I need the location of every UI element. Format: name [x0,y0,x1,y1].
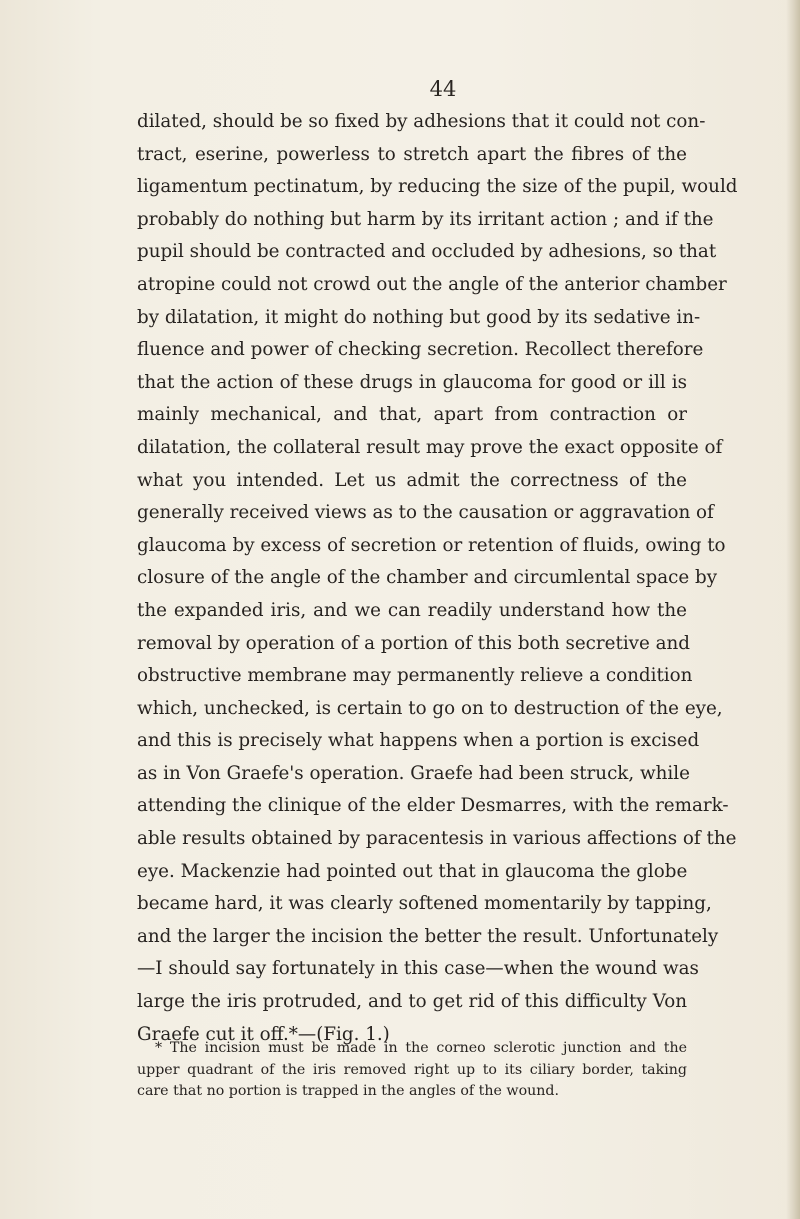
text-line: able results obtained by paracentesis in various affections of the [137,828,737,850]
text-line: attending the clinique of the elder Desmarres, with the remark- [137,795,729,817]
footnote-line: care that no portion is trapped in the angles of the wound. [137,1083,559,1100]
footnote-line: upper quadrant of the iris removed right up to its ciliary border, taking [137,1061,687,1078]
text-line: Graefe cut it off.*—(Fig. 1.) [137,1023,390,1045]
body-text [137,106,738,1051]
text-line: pupil should be contracted and occluded by adhesions, so that [137,241,717,263]
text-line: what you intended. Let us admit the correctness of the [137,469,687,491]
text-line: glaucoma by excess of secretion or retention of fluids, owing to [137,534,726,556]
text-line: which, unchecked, is certain to go on to destruction of the eye, [137,697,723,719]
text-line: that the action of these drugs in glaucoma for good or ill is [137,371,687,393]
text-line: removal by operation of a portion of this both secretive and [137,632,691,654]
text-line: fluence and power of checking secretion. Recollect therefore [137,339,704,361]
text-line: generally received views as to the causation or aggravation of [137,502,714,524]
text-line: became hard, it was clearly softened momentarily by tapping, [137,893,712,915]
text-line: dilatation, the collateral result may prove the exact opposite of [137,436,723,458]
text-line: closure of the angle of the chamber and circumlental space by [137,567,718,589]
text-line: by dilatation, it might do nothing but good by its sedative in- [137,306,701,328]
text-line: atropine could not crowd out the angle of the anterior chamber [137,273,727,295]
page-edge-shadow [786,0,800,1219]
text-line: the expanded iris, and we can readily understand how the [137,599,687,621]
text-line: ligamentum pectinatum, by reducing the size of the pupil, would [137,176,738,198]
page-number: 44 [429,77,457,101]
text-line: large the iris protruded, and to get rid of this difficulty Von [137,991,687,1013]
text-line: dilated, should be so fixed by adhesions that it could not con- [137,111,706,132]
text-line: mainly mechanical, and that, apart from contraction or [137,404,687,426]
footnote-line: * The incision must be made in the corneo sclerotic junction and the [155,1040,687,1056]
text-line: —I should say fortunately in this case—when the wound was [137,958,699,980]
text-line: and this is precisely what happens when a portion is excised [137,730,700,752]
text-line: tract, eserine, powerless to stretch apart the fibres of the [137,143,687,165]
text-line: and the larger the incision the better the result. Unfortunately [137,925,719,947]
footnote [137,1038,687,1103]
text-line: probably do nothing but harm by its irritant action ; and if the [137,208,714,230]
text-line: obstructive membrane may permanently relieve a condition [137,665,693,687]
text-line: as in Von Graefe's operation. Graefe had been struck, while [137,762,690,784]
text-line: eye. Mackenzie had pointed out that in glaucoma the globe [137,860,688,882]
